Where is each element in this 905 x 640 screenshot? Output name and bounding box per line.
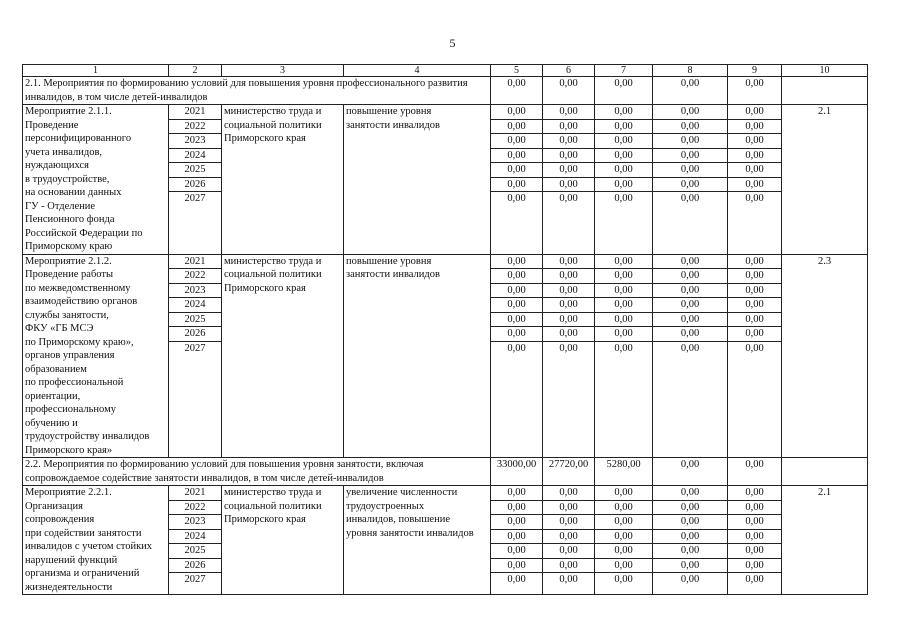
section-total: 0,00 <box>653 77 728 105</box>
value-cell: 0,00 <box>728 284 781 299</box>
program-table <box>22 64 868 595</box>
executor-line: министерство труда и <box>224 255 322 267</box>
value-cell: 0,00 <box>543 134 594 149</box>
years-cell <box>169 254 222 458</box>
column-header: 8 <box>653 65 728 77</box>
value-cell: 0,00 <box>507 574 526 585</box>
section-row <box>23 458 868 486</box>
section-row <box>23 77 868 105</box>
measure-name-line: организма и ограничений <box>25 568 140 579</box>
measure-name-line: по профессиональной <box>25 377 124 388</box>
result-line: увеличение численности <box>346 487 458 498</box>
measure-name <box>23 105 169 255</box>
result-line: уровня занятости инвалидов <box>346 527 474 539</box>
year-label: 2024 <box>169 530 221 545</box>
measure-name-line: при содействии занятости <box>25 527 142 539</box>
measure-name-line: трудоустройству инвалидов <box>25 431 150 442</box>
value-cell: 0,00 <box>543 149 594 164</box>
measure-name-line: Мероприятие 2.1.1. <box>25 106 112 117</box>
value-cell: 0,00 <box>491 120 542 135</box>
value-cell: 0,00 <box>680 574 700 585</box>
measure-name-line: Российской Федерации по <box>25 227 143 239</box>
measure-name <box>23 254 169 458</box>
section-title: 2.2. Мероприятия по формированию условий для повышения уровня занятости, включая сопровождаемое содействие занятости инвалидов, в том числе детей-инвалидов <box>23 458 491 486</box>
column-header: 5 <box>491 65 543 77</box>
value-cell: 0,00 <box>595 515 652 530</box>
executor-line: социальной политики <box>224 269 322 280</box>
value-cell: 0,00 <box>728 298 781 313</box>
measure-name-line: учета инвалидов, <box>25 146 103 158</box>
measure-name-line: ФКУ «ГБ МСЭ <box>25 323 94 334</box>
value-column-cell <box>595 486 653 595</box>
year-label: 2022 <box>169 269 221 284</box>
section-total: 0,00 <box>728 458 782 486</box>
value-cell: 0,00 <box>728 327 781 342</box>
years-cell <box>169 486 222 595</box>
value-cell: 0,00 <box>653 284 727 299</box>
column-header: 9 <box>728 65 782 77</box>
executor-cell <box>222 486 344 595</box>
value-cell: 0,00 <box>491 559 542 574</box>
value-cell: 0,00 <box>491 178 542 193</box>
column-header: 4 <box>344 65 491 77</box>
value-column-cell <box>595 105 653 255</box>
value-cell: 0,00 <box>653 134 727 149</box>
column-header: 6 <box>543 65 595 77</box>
measure-name-line: взаимодействию органов <box>25 296 138 307</box>
value-cell: 0,00 <box>491 105 542 120</box>
value-cell: 0,00 <box>595 255 652 270</box>
measure-name-line: жизнедеятельности <box>25 581 113 593</box>
value-cell: 0,00 <box>680 342 700 354</box>
value-cell: 0,00 <box>653 269 727 284</box>
value-cell: 0,00 <box>543 255 594 270</box>
executor-line: Приморского края <box>224 514 306 525</box>
target-ref: 2.3 <box>782 254 868 458</box>
value-cell: 0,00 <box>491 327 542 342</box>
year-label: 2023 <box>169 515 221 530</box>
measure-name-line: Организация <box>25 500 83 512</box>
result-line: занятости инвалидов <box>346 269 440 280</box>
value-column-cell <box>728 486 782 595</box>
value-cell: 0,00 <box>491 163 542 178</box>
year-label: 2027 <box>184 574 206 585</box>
result-line: инвалидов, повышение <box>346 514 450 525</box>
value-cell: 0,00 <box>559 574 578 585</box>
value-cell: 0,00 <box>595 149 652 164</box>
value-column-cell <box>595 254 653 458</box>
value-column-cell <box>543 254 595 458</box>
value-cell: 0,00 <box>595 120 652 135</box>
value-cell: 0,00 <box>595 544 652 559</box>
section-total: 27720,00 <box>543 458 595 486</box>
executor-line: социальной политики <box>224 500 322 512</box>
value-cell: 0,00 <box>653 149 727 164</box>
value-cell: 0,00 <box>491 298 542 313</box>
value-column-cell <box>653 254 728 458</box>
value-cell: 0,00 <box>653 313 727 328</box>
value-column-cell <box>491 254 543 458</box>
measure-name-line: образованием <box>25 363 87 375</box>
measure-name-line: Проведение <box>25 119 79 131</box>
measure-name-line: Приморского края» <box>25 444 113 456</box>
value-cell: 0,00 <box>728 134 781 149</box>
value-cell: 0,00 <box>653 486 727 501</box>
executor-line: социальной политики <box>224 119 322 131</box>
year-label: 2027 <box>184 193 206 204</box>
target-ref: 2.1 <box>782 105 868 255</box>
header-row <box>23 65 868 77</box>
column-header: 1 <box>23 65 169 77</box>
value-cell: 0,00 <box>543 298 594 313</box>
value-cell: 0,00 <box>728 105 781 120</box>
measure-name-line: органов управления <box>25 350 115 361</box>
executor-line: Приморского края <box>224 133 306 144</box>
value-cell: 0,00 <box>543 544 594 559</box>
value-cell: 0,00 <box>507 342 526 354</box>
value-cell: 0,00 <box>595 163 652 178</box>
value-cell: 0,00 <box>728 501 781 516</box>
value-cell: 0,00 <box>491 134 542 149</box>
value-cell: 0,00 <box>595 178 652 193</box>
measure-name-line: нарушений функций <box>25 554 118 566</box>
value-cell: 0,00 <box>728 486 781 501</box>
year-label: 2025 <box>169 313 221 328</box>
year-label: 2021 <box>169 105 221 120</box>
result-cell <box>344 254 491 458</box>
value-cell: 0,00 <box>543 269 594 284</box>
result-line: повышение уровня <box>346 255 432 267</box>
value-cell: 0,00 <box>728 163 781 178</box>
value-cell: 0,00 <box>745 342 764 354</box>
value-cell: 0,00 <box>543 515 594 530</box>
value-cell: 0,00 <box>491 501 542 516</box>
value-cell: 0,00 <box>491 149 542 164</box>
value-cell: 0,00 <box>653 530 727 545</box>
executor-cell <box>222 254 344 458</box>
measure-name-line: Проведение работы <box>25 269 114 280</box>
value-cell: 0,00 <box>653 255 727 270</box>
section-total: 33000,00 <box>491 458 543 486</box>
target-ref: 2.1 <box>782 486 868 595</box>
section-total: 0,00 <box>543 77 595 105</box>
column-header: 10 <box>782 65 868 77</box>
section-total: 0,00 <box>491 77 543 105</box>
value-column-cell <box>491 105 543 255</box>
measure-name-line: нуждающихся <box>25 160 89 171</box>
year-label: 2026 <box>169 178 221 193</box>
value-cell: 0,00 <box>653 178 727 193</box>
value-cell: 0,00 <box>653 559 727 574</box>
section-ref-empty <box>782 458 868 486</box>
value-cell: 0,00 <box>680 193 700 204</box>
measure-name <box>23 486 169 595</box>
value-cell: 0,00 <box>595 284 652 299</box>
value-cell: 0,00 <box>728 269 781 284</box>
value-cell: 0,00 <box>653 105 727 120</box>
section-total: 0,00 <box>595 77 653 105</box>
value-cell: 0,00 <box>559 193 578 204</box>
value-cell: 0,00 <box>491 284 542 299</box>
result-line: занятости инвалидов <box>346 119 440 131</box>
result-line: трудоустроенных <box>346 500 425 512</box>
value-cell: 0,00 <box>559 342 578 354</box>
value-cell: 0,00 <box>595 559 652 574</box>
value-cell: 0,00 <box>728 149 781 164</box>
value-column-cell <box>653 486 728 595</box>
value-cell: 0,00 <box>653 327 727 342</box>
value-cell: 0,00 <box>543 120 594 135</box>
value-cell: 0,00 <box>491 486 542 501</box>
value-cell: 0,00 <box>614 574 633 585</box>
measure-name-line: на основании данных <box>25 187 122 198</box>
value-cell: 0,00 <box>491 530 542 545</box>
year-label: 2022 <box>169 501 221 516</box>
column-header: 7 <box>595 65 653 77</box>
value-cell: 0,00 <box>543 313 594 328</box>
year-label: 2027 <box>184 342 206 354</box>
value-cell: 0,00 <box>653 120 727 135</box>
value-cell: 0,00 <box>595 313 652 328</box>
value-cell: 0,00 <box>595 501 652 516</box>
section-total: 0,00 <box>728 77 782 105</box>
executor-line: министерство труда и <box>224 106 322 117</box>
value-cell: 0,00 <box>745 193 764 204</box>
year-label: 2025 <box>169 544 221 559</box>
value-cell: 0,00 <box>543 530 594 545</box>
measure-name-line: персонифицированного <box>25 133 132 144</box>
measure-name-line: Пенсионного фонда <box>25 214 115 225</box>
executor-line: министерство труда и <box>224 487 322 498</box>
value-cell: 0,00 <box>543 178 594 193</box>
year-label: 2026 <box>169 559 221 574</box>
measure-name-line: ориентации, <box>25 390 81 402</box>
measure-name-line: в трудоустройстве, <box>25 173 110 185</box>
measure-row <box>23 486 868 595</box>
value-cell: 0,00 <box>543 501 594 516</box>
value-cell: 0,00 <box>614 342 633 354</box>
value-column-cell <box>543 486 595 595</box>
value-cell: 0,00 <box>543 559 594 574</box>
measure-row <box>23 105 868 255</box>
measure-name-line: профессиональному <box>25 404 116 415</box>
year-label: 2024 <box>169 298 221 313</box>
measure-name-line: по Приморскому краю», <box>25 336 134 348</box>
value-cell: 0,00 <box>595 327 652 342</box>
value-cell: 0,00 <box>595 530 652 545</box>
year-label: 2021 <box>169 486 221 501</box>
value-cell: 0,00 <box>614 193 633 204</box>
measure-row <box>23 254 868 458</box>
value-cell: 0,00 <box>543 163 594 178</box>
value-cell: 0,00 <box>728 515 781 530</box>
result-line: повышение уровня <box>346 106 432 117</box>
measure-name-line: Мероприятие 2.2.1. <box>25 487 112 498</box>
executor-line: Приморского края <box>224 282 306 294</box>
year-label: 2022 <box>169 120 221 135</box>
value-cell: 0,00 <box>595 134 652 149</box>
value-cell: 0,00 <box>595 269 652 284</box>
value-cell: 0,00 <box>653 515 727 530</box>
measure-name-line: по межведомственному <box>25 282 131 294</box>
page-number: 5 <box>449 36 456 50</box>
result-cell <box>344 105 491 255</box>
column-header: 2 <box>169 65 222 77</box>
value-cell: 0,00 <box>728 120 781 135</box>
value-cell: 0,00 <box>653 501 727 516</box>
value-cell: 0,00 <box>543 284 594 299</box>
value-cell: 0,00 <box>595 105 652 120</box>
value-cell: 0,00 <box>728 255 781 270</box>
value-cell: 0,00 <box>653 163 727 178</box>
result-cell <box>344 486 491 595</box>
value-cell: 0,00 <box>595 486 652 501</box>
year-label: 2024 <box>169 149 221 164</box>
value-column-cell <box>653 105 728 255</box>
value-cell: 0,00 <box>653 544 727 559</box>
value-cell: 0,00 <box>595 298 652 313</box>
year-label: 2026 <box>169 327 221 342</box>
value-cell: 0,00 <box>543 327 594 342</box>
value-cell: 0,00 <box>728 178 781 193</box>
value-cell: 0,00 <box>728 313 781 328</box>
year-label: 2025 <box>169 163 221 178</box>
year-label: 2021 <box>169 255 221 270</box>
value-cell: 0,00 <box>745 574 764 585</box>
value-cell: 0,00 <box>653 298 727 313</box>
value-cell: 0,00 <box>491 544 542 559</box>
measure-name-line: сопровождения <box>25 514 95 525</box>
executor-cell <box>222 105 344 255</box>
value-cell: 0,00 <box>543 486 594 501</box>
section-total: 5280,00 <box>595 458 653 486</box>
measure-name-line: ГУ - Отделение <box>25 200 96 212</box>
value-cell: 0,00 <box>491 313 542 328</box>
value-cell: 0,00 <box>491 269 542 284</box>
measure-name-line: обучению и <box>25 417 78 429</box>
value-cell: 0,00 <box>728 530 781 545</box>
section-total: 0,00 <box>653 458 728 486</box>
value-cell: 0,00 <box>728 559 781 574</box>
section-ref-empty <box>782 77 868 105</box>
measure-name-line: инвалидов с учетом стойких <box>25 541 153 552</box>
value-column-cell <box>728 105 782 255</box>
value-column-cell <box>728 254 782 458</box>
value-column-cell <box>543 105 595 255</box>
year-label: 2023 <box>169 134 221 149</box>
measure-name-line: Мероприятие 2.1.2. <box>25 255 112 267</box>
measure-name-line: Приморскому краю <box>25 241 113 252</box>
value-cell: 0,00 <box>543 105 594 120</box>
section-title: 2.1. Мероприятия по формированию условий для повышения уровня профессионального развития инвалидов, в том числе детей-инвалидов <box>23 77 491 105</box>
value-cell: 0,00 <box>507 193 526 204</box>
value-column-cell <box>491 486 543 595</box>
value-cell: 0,00 <box>728 544 781 559</box>
value-cell: 0,00 <box>491 515 542 530</box>
years-cell <box>169 105 222 255</box>
year-label: 2023 <box>169 284 221 299</box>
column-header: 3 <box>222 65 344 77</box>
measure-name-line: службы занятости, <box>25 309 109 321</box>
value-cell: 0,00 <box>491 255 542 270</box>
